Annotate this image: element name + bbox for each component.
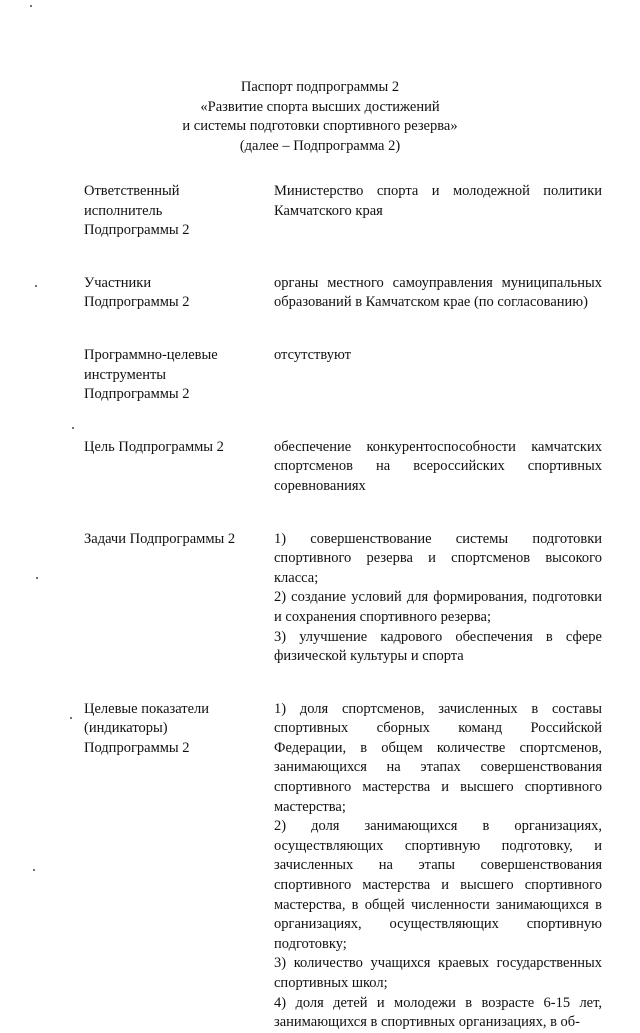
row-label (84, 530, 274, 667)
value-paragraph: отсутствуют (274, 346, 351, 363)
label-line: Подпрограммы 2 (84, 739, 190, 756)
label-line: (индикаторы) (84, 720, 168, 737)
row-target-indicators (84, 700, 604, 1033)
row-value (274, 438, 602, 497)
row-value (274, 700, 602, 1033)
label-line: исполнитель (84, 202, 163, 219)
title-line-2: «Развитие спорта высших достижений (200, 98, 440, 115)
scan-speck (36, 577, 38, 579)
scan-speck (72, 427, 74, 429)
label-line: инструменты (84, 366, 167, 383)
title-line-1: Паспорт подпрограммы 2 (240, 79, 400, 95)
label-line: Участники (84, 274, 152, 291)
label-line: Подпрограммы 2 (84, 386, 190, 403)
scan-speck (33, 869, 35, 871)
label-line: Целевые показатели (84, 700, 210, 717)
document-title (0, 78, 640, 156)
row-goal (84, 438, 604, 497)
label-line: Программно-целевые (84, 346, 218, 363)
label-line: Задачи Подпрограммы 2 (84, 530, 236, 547)
row-tasks (84, 530, 604, 667)
row-responsible-executor (84, 182, 604, 241)
value-paragraph: органы местного самоуправления муниципальных образований в Камчатском крае (по согласованию) (274, 274, 602, 311)
row-label (84, 700, 274, 1033)
value-paragraph: 3) количество учащихся краевых государственных спортивных школ; (274, 955, 602, 991)
value-paragraph: обеспечение конкурентоспособности камчатских спортсменов на всероссийских спортивных соревнованиях (274, 438, 602, 494)
title-line-3: и системы подготовки спортивного резерва» (182, 118, 458, 134)
row-label (84, 346, 274, 405)
row-participants (84, 274, 604, 313)
value-paragraph: Министерство спорта и молодежной политики Камчатского края (274, 183, 602, 219)
scan-speck (35, 285, 37, 287)
scan-speck (30, 5, 32, 7)
row-label (84, 438, 274, 497)
scan-speck (70, 717, 72, 719)
value-paragraph: 1) доля спортсменов, зачисленных в составы спортивных сборных команд Российской Федерации, в общем количестве спортсменов, занимающихся на этапах совершенствования спортивного мастерства и высшего спортивного мастерства; (274, 700, 602, 815)
label-line: Подпрограммы 2 (84, 294, 190, 311)
label-line: Ответственный (84, 183, 180, 199)
row-program-instruments (84, 346, 604, 405)
row-label (84, 274, 274, 313)
label-line: Подпрограммы 2 (84, 222, 190, 239)
value-paragraph: 2) доля занимающихся в организациях, осуществляющих спортивную подготовку, и зачисленных на этапы совершенствования спортивного мастерства и высшего спортивного мастерства, в общей численности занимающихся в организациях, осуществляющих спортивную подготовку; (274, 818, 602, 952)
row-label (84, 182, 274, 241)
value-paragraph: 3) улучшение кадрового обеспечения в сфере физической культуры и спорта (274, 628, 602, 665)
value-paragraph: 4) доля детей и молодежи в возрасте 6-15 лет, занимающихся в спортивных организациях, в об- (274, 994, 602, 1031)
passport-table (84, 182, 604, 1033)
row-value (274, 346, 602, 405)
title-line-4: (далее – Подпрограмма 2) (239, 137, 401, 154)
row-value (274, 274, 602, 313)
row-value (274, 530, 602, 667)
row-value (274, 182, 602, 241)
value-paragraph: 2) создание условий для формирования, подготовки и сохранения спортивного резерва; (274, 589, 602, 625)
value-paragraph: 1) совершенствование системы подготовки спортивного резерва и спортсменов высокого класса; (274, 530, 602, 586)
label-line: Цель Подпрограммы 2 (84, 438, 224, 455)
